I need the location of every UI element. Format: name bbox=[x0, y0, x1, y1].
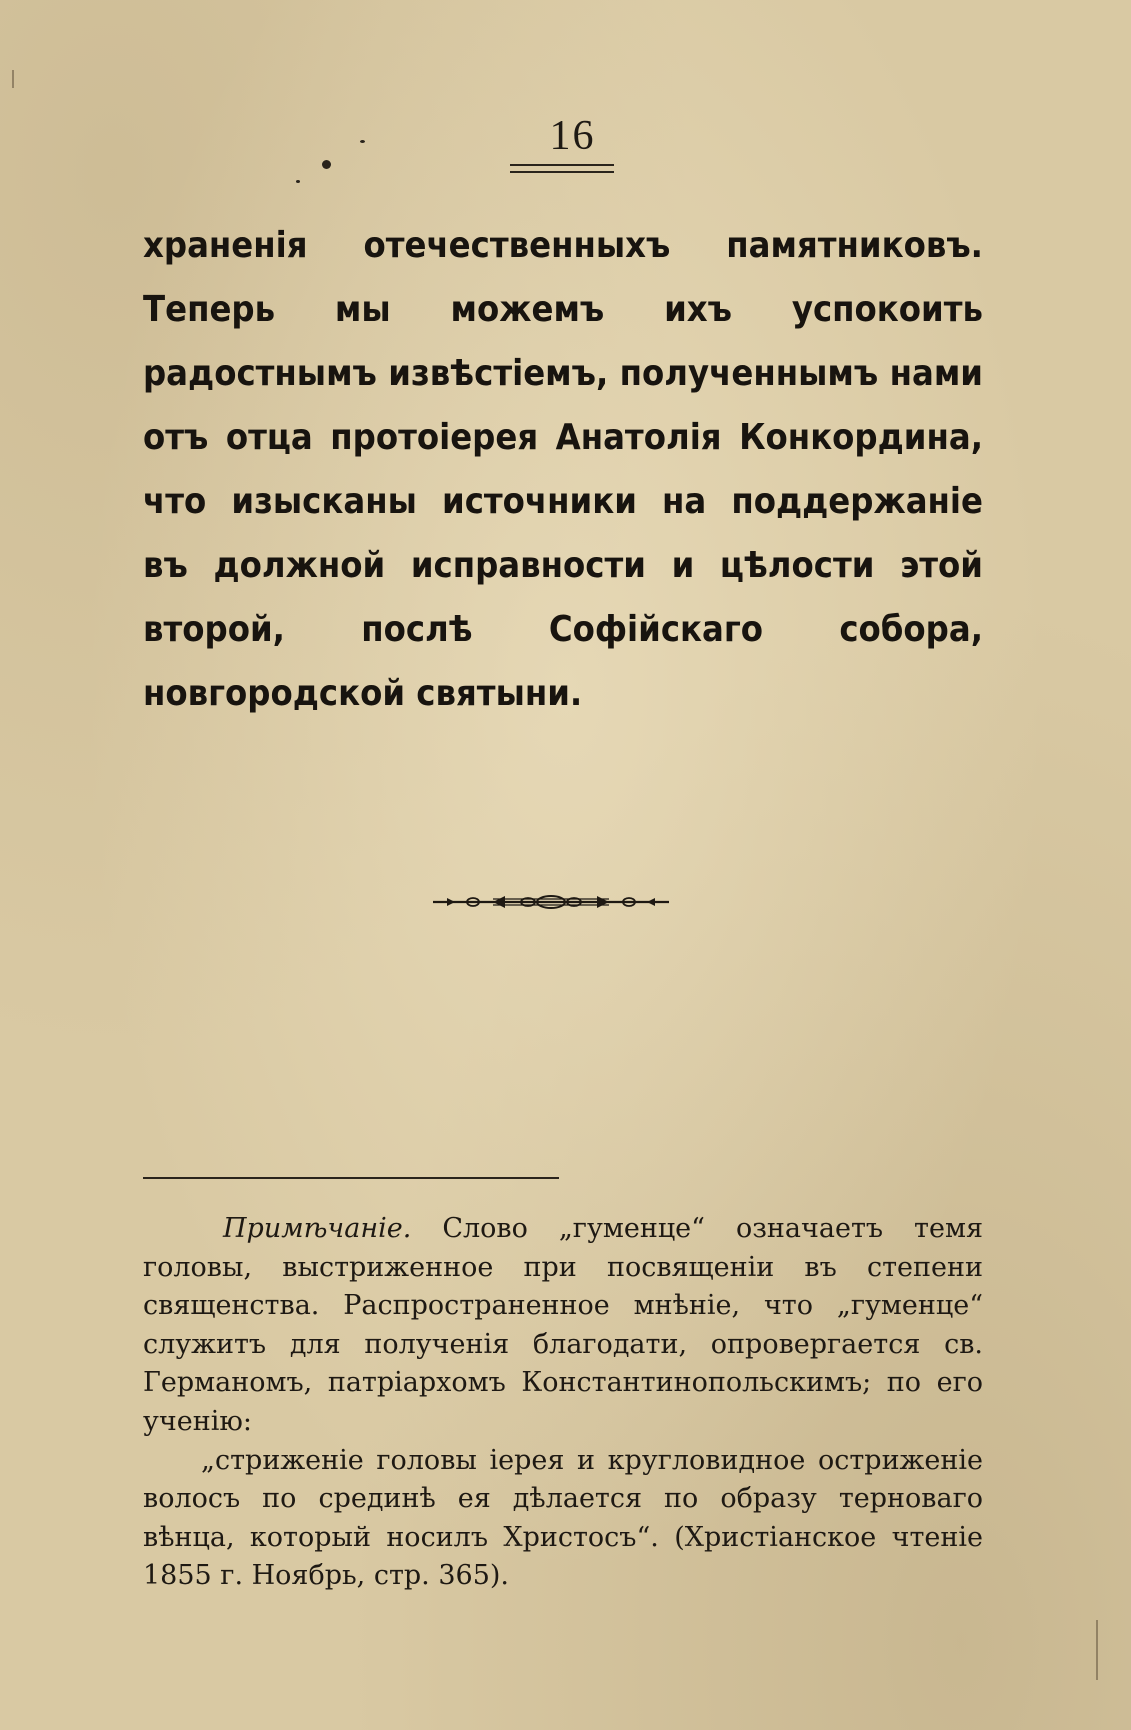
footnote-rule bbox=[143, 1177, 559, 1179]
footnote-text: Слово „гуменце“ означаетъ темя головы, выстриженное при посвященіи въ степени священства. Распространенное мнѣніе, что „гуменце“ служитъ для полученія благодати, опровергается св. Германомъ, патріархомъ Константинопольскимъ; по его ученію: bbox=[143, 1213, 983, 1437]
footnote-quote: „стриженіе головы іерея и кругловидное остриженіе волосъ по срединѣ ея дѣлается по образу терноваго вѣнца, который носилъ Христосъ“. (Христіанское чтеніе 1855 г. Ноябрь, стр. 365). bbox=[143, 1444, 983, 1592]
main-paragraph: храненія отечественныхъ памятниковъ. Теперь мы можемъ ихъ успокоить радостнымъ извѣстіемъ, полученнымъ нами отъ отца протоіерея Анатолія Конкордина, что изысканы источники на поддержаніе въ должной исправности и цѣлости этой второй, послѣ Софійскаго собора, новгородской святыни. bbox=[143, 225, 983, 714]
footnote-label: Примѣчаніе. bbox=[223, 1213, 412, 1244]
page-number: 16 bbox=[549, 113, 596, 159]
footnote bbox=[143, 1210, 983, 1596]
scan-edge-mark bbox=[12, 70, 14, 88]
scan-speck bbox=[296, 180, 300, 183]
page-number-rule bbox=[510, 171, 614, 173]
scan-edge-mark bbox=[1096, 1620, 1098, 1680]
ornament-divider-icon bbox=[433, 890, 669, 914]
scan-speck bbox=[322, 160, 331, 169]
page-number-rule bbox=[510, 164, 614, 166]
footnote-paragraph bbox=[143, 1210, 983, 1442]
